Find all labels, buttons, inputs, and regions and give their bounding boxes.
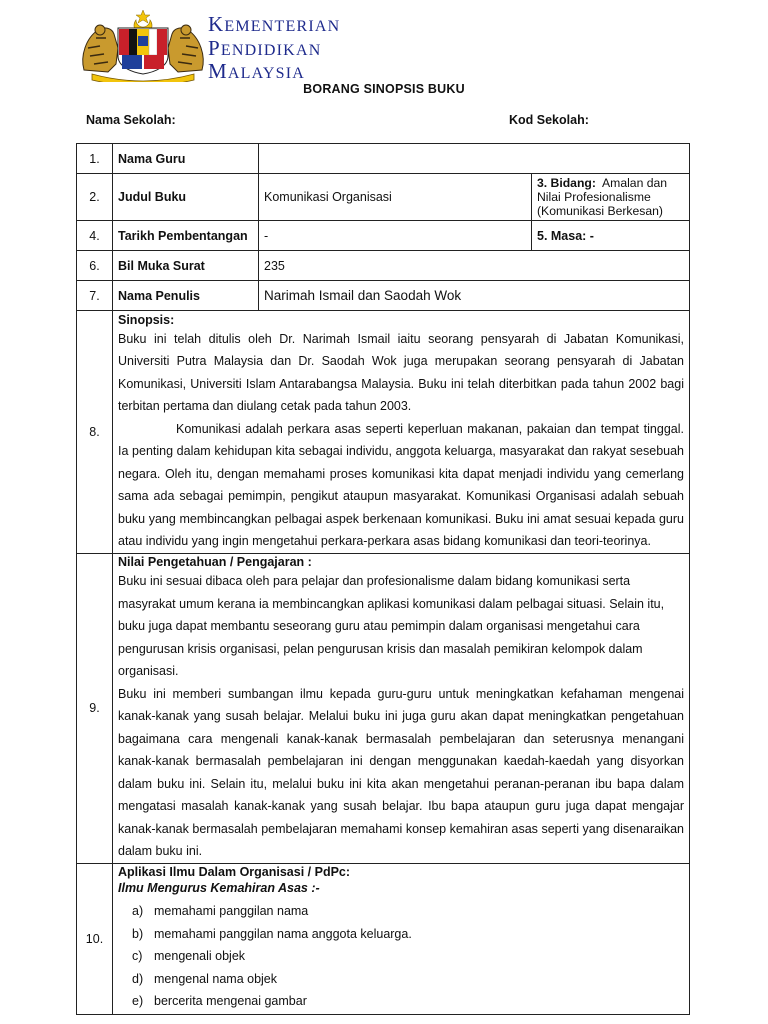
application-subtitle: Ilmu Mengurus Kemahiran Asas :- bbox=[118, 881, 320, 896]
synopsis-paragraph-2: Komunikasi adalah perkara asas seperti keperluan makanan, pakaian dan tempat tinggal. Ia penting dalam kehidupan kita sebagai individu, anggota keluarga, masyarakat dan rakyat sesebuah negara. Oleh itu, dengan memahami proses komunikasi kita dapat menjadi individu yang cemerlang sama ada sebagai pemimpin, pengikut ataupun masyarakat. Komunikasi Organisasi adalah sebuah buku yang membincangkan pelbagai aspek berkenaan komunikasi. Buku ini amat sesuai kepada guru atau individu yang ingin mengetahui perkara-perkara asas bidang komunikasi dan teori-teorinya. bbox=[118, 421, 684, 548]
table-row bbox=[77, 251, 690, 281]
row-number: 6. bbox=[77, 251, 113, 281]
row-number: 4. bbox=[77, 221, 113, 251]
author-value: Narimah Ismail dan Saodah Wok bbox=[259, 281, 690, 311]
table-row bbox=[77, 863, 690, 1014]
list-item bbox=[132, 900, 684, 923]
list-item bbox=[132, 945, 684, 968]
row-number: 1. bbox=[77, 144, 113, 174]
letterhead bbox=[78, 8, 408, 82]
synopsis-form-table bbox=[76, 143, 690, 1015]
synopsis-section bbox=[113, 311, 690, 554]
time-label: 5. Masa: - bbox=[532, 221, 690, 251]
malaysia-coat-of-arms-icon bbox=[78, 8, 208, 82]
table-row bbox=[77, 174, 690, 221]
author-label: Nama Penulis bbox=[113, 281, 259, 311]
list-item bbox=[132, 990, 684, 1013]
knowledge-section bbox=[113, 554, 690, 864]
knowledge-title: Nilai Pengetahuan / Pengajaran : bbox=[118, 555, 312, 569]
list-marker: d) bbox=[132, 971, 144, 986]
ministry-line-2: PENDIDIKAN bbox=[208, 35, 322, 60]
form-title: BORANG SINOPSIS BUKU bbox=[303, 82, 465, 96]
table-row bbox=[77, 554, 690, 864]
row-number: 8. bbox=[77, 311, 113, 554]
list-item-text: memahami panggilan nama anggota keluarga. bbox=[154, 926, 412, 941]
page-count-label: Bil Muka Surat bbox=[113, 251, 259, 281]
ministry-line-3: MALAYSIA bbox=[208, 59, 306, 83]
row-number: 2. bbox=[77, 174, 113, 221]
list-marker: c) bbox=[132, 949, 143, 964]
list-marker: b) bbox=[132, 926, 144, 941]
application-title: Aplikasi Ilmu Dalam Organisasi / PdPc: bbox=[118, 865, 351, 880]
school-code-label: Kod Sekolah: bbox=[509, 113, 589, 127]
book-title-value: Komunikasi Organisasi bbox=[259, 174, 532, 221]
row-number: 7. bbox=[77, 281, 113, 311]
knowledge-paragraph-2: Buku ini memberi sumbangan ilmu kepada guru-guru untuk meningkatkan kefahaman mengenai kanak-kanak yang susah belajar. Melalui buku ini juga guru akan dapat meningkatkan pengetahuan bagaimana cara mengenali kanak-kanak bermasalah pembelajaran dan seterusnya menangani kanak-kanak bermasalah pembelajaran ini dengan menggunakan kaedah-kaedah yang disyorkan dalam buku ini. Selain itu, melalui buku ini kita akan mengetahui peranan-peranan ibu bapa dalam mengatasi masalah kanak-kanak yang susah belajar. Ibu bapa ataupun guru juga dapat mengajar kanak-kanak bermasalah pembelajaran memahami konsep kemahiran asas seperti yang disenaraikan dalam buku ini. bbox=[118, 686, 684, 858]
list-item bbox=[132, 968, 684, 991]
book-title-label: Judul Buku bbox=[113, 174, 259, 221]
knowledge-paragraph-1: Buku ini sesuai dibaca oleh para pelajar dan profesionalisme dalam bidang komunikasi serta masyrakat umum kerana ia membincangkan aplikasi komunikasi dalam pelbagai situasi. Selain itu, buku juga dapat membantu seseorang guru atau pemimpin dalam organisasi mengetahui cara pengurusan krisis organisasi, pelan pengurusan krisis dan masalah pemikiran kelompok dalam organisasi. bbox=[118, 574, 665, 678]
synopsis-title: Sinopsis: bbox=[118, 312, 175, 327]
ministry-line-1: KEMENTERIAN bbox=[208, 12, 341, 36]
presentation-date-label: Tarikh Pembentangan bbox=[113, 221, 259, 251]
list-marker: e) bbox=[132, 994, 144, 1009]
table-row bbox=[77, 221, 690, 251]
skills-list bbox=[132, 900, 684, 1013]
table-row bbox=[77, 144, 690, 174]
table-row bbox=[77, 311, 690, 554]
presentation-date-value: - bbox=[259, 221, 532, 251]
table-row bbox=[77, 281, 690, 311]
list-item bbox=[132, 923, 684, 946]
field-value: Amalan dan Nilai Profesionalisme (Komunikasi Berkesan) bbox=[537, 176, 668, 218]
list-item-text: mengenal nama objek bbox=[154, 971, 277, 986]
row-number: 9. bbox=[77, 554, 113, 864]
list-marker: a) bbox=[132, 904, 144, 919]
list-item-text: bercerita mengenai gambar bbox=[154, 994, 307, 1009]
teacher-name-label: Nama Guru bbox=[113, 144, 259, 174]
synopsis-paragraph-1: Buku ini telah ditulis oleh Dr. Narimah Ismail iaitu seorang pensyarah di Jabatan Komunikasi, Universiti Putra Malaysia dan Dr. Saodah Wok juga merupakan seorang pensyarah di Jabatan Komunikasi, Universiti Islam Antarabangsa Malaysia. Buku ini telah diterbitkan pada tahun 2002 bagi terbitan pertama dan diulang cetak pada tahun 2003. bbox=[118, 331, 684, 413]
school-name-label: Nama Sekolah: bbox=[86, 113, 176, 127]
page-count-value: 235 bbox=[259, 251, 690, 281]
field-label: 3. Bidang: bbox=[537, 176, 596, 190]
ministry-name bbox=[208, 14, 340, 85]
list-item-text: memahami panggilan nama bbox=[154, 904, 309, 919]
field-cell bbox=[532, 174, 690, 221]
list-item-text: mengenali objek bbox=[154, 949, 246, 964]
application-section bbox=[113, 863, 690, 1014]
row-number: 10. bbox=[77, 863, 113, 1014]
teacher-name-field[interactable] bbox=[259, 144, 690, 174]
